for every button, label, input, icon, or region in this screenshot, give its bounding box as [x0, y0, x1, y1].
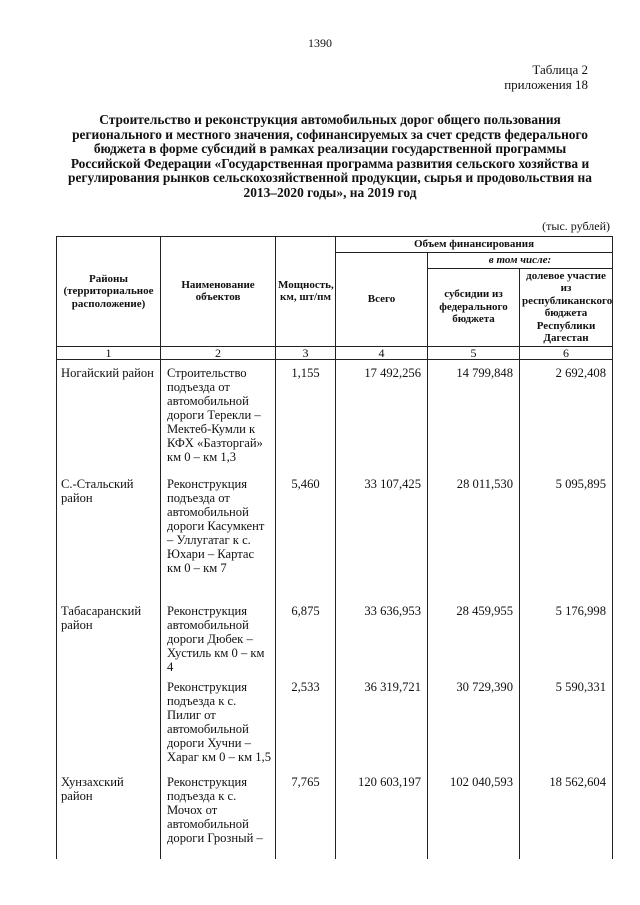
power-cell: 5,460 — [276, 471, 336, 598]
table-row — [57, 674, 613, 769]
page-number: 1390 — [308, 36, 332, 50]
table-caption — [504, 62, 588, 92]
table-row — [57, 359, 613, 471]
object-cell: Реконструкция автомобильной дороги Дюбек – Хустиль км 0 – км 4 — [161, 598, 276, 674]
column-number: 4 — [336, 346, 428, 359]
object-cell: Реконструкция подъезда от автомобильной дороги Касумкент – Уллугатаг к с. Юхари – Картас км 0 – км 7 — [161, 471, 276, 598]
region-cell: Хунзахский район — [57, 769, 161, 859]
total-cell: 33 636,953 — [336, 598, 428, 674]
object-cell: Строительство подъезда от автомобильной дороги Терекли –Мектеб-Кумли к КФХ «Базторгай» км 0 – км 1,3 — [161, 359, 276, 471]
federal-cell: 30 729,390 — [428, 674, 520, 769]
header-object: Наименование объектов — [161, 237, 276, 347]
federal-cell: 14 799,848 — [428, 359, 520, 471]
republic-cell: 5 176,998 — [520, 598, 613, 674]
total-cell: 17 492,256 — [336, 359, 428, 471]
power-cell: 1,155 — [276, 359, 336, 471]
power-cell: 7,765 — [276, 769, 336, 859]
republic-cell: 5 590,331 — [520, 674, 613, 769]
column-number: 2 — [161, 346, 276, 359]
total-cell: 36 319,721 — [336, 674, 428, 769]
header-federal: субсидии из федерального бюджета — [428, 268, 520, 346]
federal-cell: 28 459,955 — [428, 598, 520, 674]
federal-cell: 102 040,593 — [428, 769, 520, 859]
column-number: 6 — [520, 346, 613, 359]
appendix-label: приложения 18 — [504, 77, 588, 92]
table-row — [57, 471, 613, 598]
table-row — [57, 769, 613, 859]
total-cell: 120 603,197 — [336, 769, 428, 859]
column-number: 3 — [276, 346, 336, 359]
power-cell: 6,875 — [276, 598, 336, 674]
header-republic: долевое участие из республиканского бюджета Республики Дагестан — [520, 268, 613, 346]
region-cell: Ногайский район — [57, 359, 161, 471]
table-label: Таблица 2 — [532, 62, 588, 77]
republic-cell: 18 562,604 — [520, 769, 613, 859]
region-cell: С.-Стальский район — [57, 471, 161, 598]
header-region: Районы (территориальное расположение) — [57, 237, 161, 347]
document-title: Строительство и реконструкция автомобильных дорог общего пользования регионального и местного значения, софинансируемых за счет средств федерального бюджета в форме субсидий в рамках реализации государственной программы Российской Федерации «Государственная программа развития сельского хозяйства и регулирования рынков сельскохозяйственной продукции, сырья и продовольствия на 2013–2020 годы», на 2019 год — [68, 112, 592, 200]
financing-table — [56, 236, 613, 859]
power-cell: 2,533 — [276, 674, 336, 769]
header-total: Всего — [336, 253, 428, 347]
republic-cell: 5 095,895 — [520, 471, 613, 598]
header-power: Мощность, км, шт/пм — [276, 237, 336, 347]
total-cell: 33 107,425 — [336, 471, 428, 598]
column-number: 1 — [57, 346, 161, 359]
header-funding-group: Объем финансирования — [336, 237, 613, 253]
column-number: 5 — [428, 346, 520, 359]
object-cell: Реконструкция подъезда к с. Пилиг от автомобильной дороги Хучни – Хараг км 0 – км 1,5 — [161, 674, 276, 769]
object-cell: Реконструкция подъезда к с. Мочох от автомобильной дороги Грозный – — [161, 769, 276, 859]
federal-cell: 28 011,530 — [428, 471, 520, 598]
region-cell: Табасаранский район — [57, 598, 161, 674]
republic-cell: 2 692,408 — [520, 359, 613, 471]
header-including: в том числе: — [428, 253, 613, 269]
table-row — [57, 598, 613, 674]
region-cell — [57, 674, 161, 769]
unit-note: (тыс. рублей) — [542, 219, 610, 233]
